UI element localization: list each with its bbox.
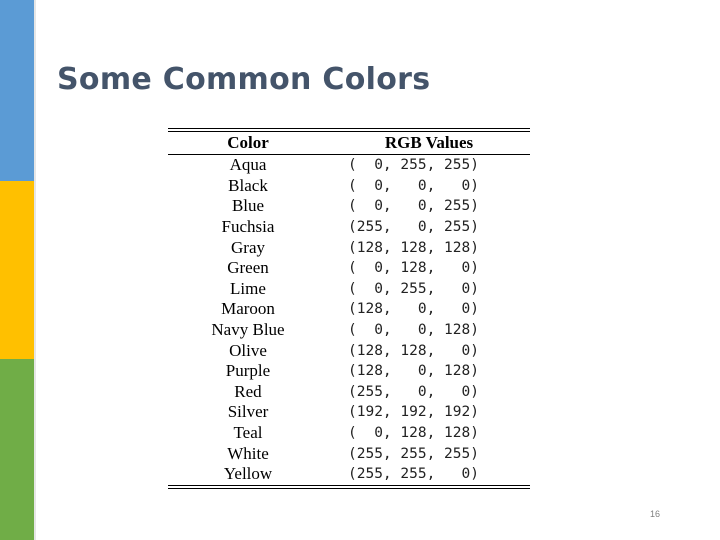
- rgb-value-cell: ( 0, 0, 0): [348, 177, 479, 194]
- rgb-value-cell: (128, 128, 128): [348, 239, 479, 256]
- rgb-value-cell: (255, 0, 255): [348, 219, 479, 236]
- color-name-cell: White: [227, 443, 269, 463]
- color-name-cell: Fuchsia: [221, 217, 275, 237]
- table-row: [168, 217, 530, 238]
- color-name-cell: Lime: [230, 278, 266, 298]
- left-accent-bar: [0, 0, 36, 540]
- table-row: [168, 402, 530, 423]
- table-row: [168, 299, 530, 320]
- rgb-value-cell: ( 0, 0, 128): [348, 322, 479, 339]
- color-name-cell: Gray: [231, 237, 265, 257]
- color-name-cell: Black: [228, 175, 268, 195]
- color-name-cell: Navy Blue: [211, 320, 285, 340]
- slide-title: Some Common Colors: [57, 62, 431, 97]
- color-name-cell: Silver: [227, 402, 269, 422]
- rgb-value-cell: (255, 0, 0): [348, 383, 479, 400]
- color-name-cell: Maroon: [221, 299, 275, 319]
- color-table: [168, 128, 530, 489]
- color-name-cell: Purple: [225, 361, 271, 381]
- table-row: [168, 155, 530, 176]
- table-row: [168, 176, 530, 197]
- table-row: [168, 340, 530, 361]
- table-row: [168, 196, 530, 217]
- page-number: 16: [650, 509, 661, 519]
- color-name-cell: Teal: [233, 423, 263, 443]
- color-name-cell: Yellow: [223, 464, 273, 484]
- rgb-value-cell: (128, 128, 0): [348, 342, 479, 359]
- table-row: [168, 361, 530, 382]
- accent-bar-green-segment: [0, 359, 34, 540]
- table-row: [168, 423, 530, 444]
- table-row: [168, 320, 530, 341]
- rgb-value-cell: (255, 255, 0): [348, 466, 479, 483]
- color-name-cell: Aqua: [229, 155, 267, 175]
- table-header-row: [168, 132, 530, 154]
- rgb-value-cell: (128, 0, 128): [348, 363, 479, 380]
- table-row: [168, 464, 530, 485]
- rgb-value-cell: ( 0, 0, 255): [348, 198, 479, 215]
- rgb-value-cell: ( 0, 255, 0): [348, 280, 479, 297]
- color-name-cell: Blue: [231, 196, 265, 216]
- accent-bar-yellow-segment: [0, 181, 34, 359]
- table-bottom-rule: [168, 485, 530, 489]
- rgb-value-cell: (128, 0, 0): [348, 301, 479, 318]
- rgb-value-cell: (192, 192, 192): [348, 404, 479, 421]
- color-name-cell: Green: [227, 258, 269, 278]
- table-row: [168, 279, 530, 300]
- table-row: [168, 382, 530, 403]
- rgb-value-cell: ( 0, 255, 255): [348, 157, 479, 174]
- table-row: [168, 258, 530, 279]
- accent-bar-blue-segment: [0, 0, 34, 181]
- header-rgb-values: RGB Values: [384, 133, 474, 152]
- color-name-cell: Olive: [229, 340, 267, 360]
- table-body: [168, 155, 530, 485]
- table-row: [168, 443, 530, 464]
- header-color: Color: [227, 133, 269, 152]
- table-row: [168, 237, 530, 258]
- rgb-value-cell: (255, 255, 255): [348, 445, 479, 462]
- color-name-cell: Red: [234, 381, 262, 401]
- accent-bar-edge: [34, 0, 36, 540]
- rgb-value-cell: ( 0, 128, 128): [348, 425, 479, 442]
- rgb-value-cell: ( 0, 128, 0): [348, 260, 479, 277]
